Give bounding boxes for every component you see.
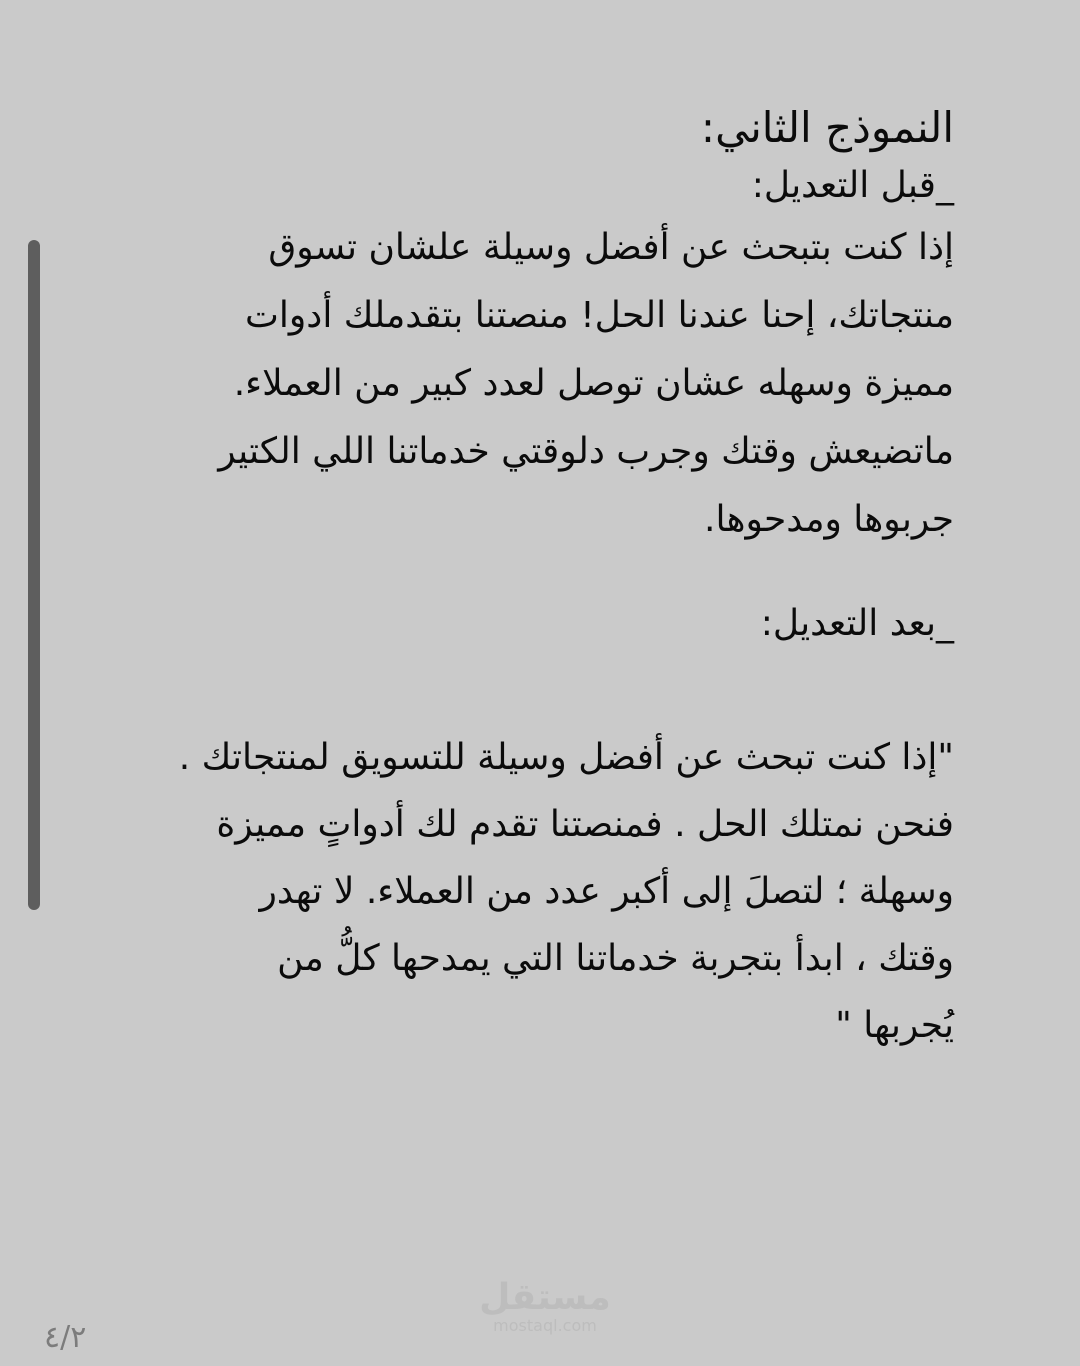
- before-line-3: مميزة وسهله عشان توصل لعدد كبير من العملاء.: [233, 363, 954, 404]
- after-line-1: "إذا كنت تبحث عن أفضل وسيلة للتسويق لمنتجاتك .: [178, 737, 954, 778]
- after-line-3: وسهلة ؛ لتصلَ إلى أكبر عدد من العملاء. لا تهدر: [259, 871, 954, 912]
- document-body: [114, 96, 954, 1059]
- before-edit-label: _قبل التعديل:: [751, 165, 954, 206]
- page-title: النموذج الثاني:: [700, 103, 954, 152]
- before-line-4: ماتضيعش وقتك وجرب دلوقتي خدماتنا اللي الكتير: [218, 431, 954, 472]
- before-line-1: إذا كنت بتبحث عن أفضل وسيلة علشان تسوق: [268, 227, 954, 268]
- after-edit-paragraph: [114, 724, 954, 1059]
- scrollbar-thumb[interactable]: [28, 240, 40, 910]
- after-line-4: وقتك ، ابدأ بتجربة خدماتنا التي يمدحها كلُّ من: [277, 938, 954, 979]
- after-edit-label: _بعد التعديل:: [760, 603, 954, 644]
- mostaql-watermark: [470, 1278, 620, 1334]
- watermark-logo: مستقل: [479, 1277, 611, 1318]
- after-line-2: فنحن نمتلك الحل . فمنصتنا تقدم لك أدواتٍ مميزة: [216, 804, 954, 845]
- before-line-5: جربوها ومدحوها.: [704, 499, 954, 540]
- before-line-2: منتجاتك، إحنا عندنا الحل! منصتنا بتقدملك أدوات: [245, 295, 954, 336]
- after-line-5: يُجربها ": [835, 1005, 954, 1046]
- page-indicator: ٤/٢: [44, 1320, 87, 1355]
- watermark-url: mostaql.com: [493, 1316, 597, 1335]
- before-edit-paragraph: [114, 214, 954, 554]
